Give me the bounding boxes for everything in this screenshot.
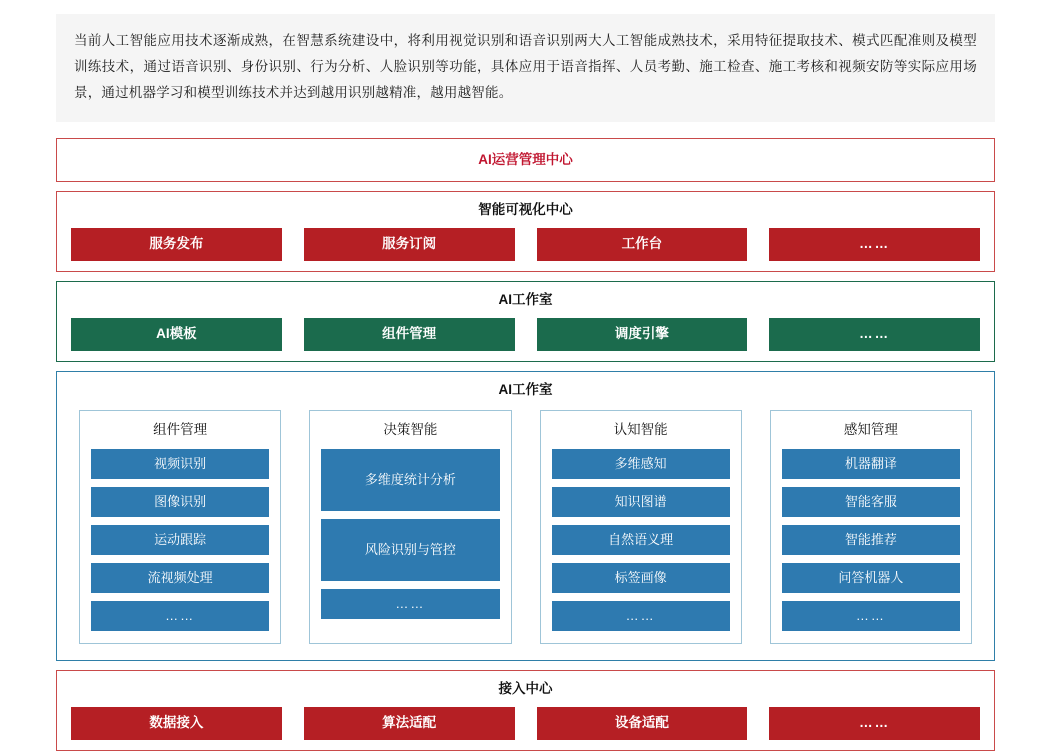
column-title-cognitive-intelligence: 认知智能	[613, 422, 668, 437]
cell-knowledge-graph[interactable]: 知识图谱	[552, 487, 730, 517]
chip-algorithm-adaptation[interactable]: 算法适配	[304, 707, 515, 740]
cell-more-cognitive-intelligence[interactable]: ……	[552, 601, 730, 631]
column-title-component-management: 组件管理	[153, 422, 208, 437]
cell-qa-robot[interactable]: 问答机器人	[782, 563, 960, 593]
section-ai-studio-detail	[56, 371, 995, 661]
section-title-access-center: 接入中心	[498, 681, 553, 696]
section-ai-studio-top	[56, 281, 995, 362]
section-title-intelligent-visualization-center: 智能可视化中心	[478, 202, 573, 217]
chip-service-subscribe[interactable]: 服务订阅	[304, 228, 515, 261]
cell-natural-language-semantics[interactable]: 自然语义理	[552, 525, 730, 555]
column-title-decision-intelligence: 决策智能	[383, 422, 438, 437]
chip-service-publish[interactable]: 服务发布	[71, 228, 282, 261]
section-title-ai-operation-center: AI运营管理中心	[478, 152, 573, 167]
chip-data-access[interactable]: 数据接入	[71, 707, 282, 740]
cell-intelligent-recommendation[interactable]: 智能推荐	[782, 525, 960, 555]
cell-more-component-management[interactable]: ……	[91, 601, 269, 631]
chip-more-ai-studio[interactable]: ……	[769, 318, 980, 351]
cell-motion-tracking[interactable]: 运动跟踪	[91, 525, 269, 555]
chip-row-ai-studio	[71, 318, 980, 351]
intro-paragraph-text: 当前人工智能应用技术逐渐成熟，在智慧系统建设中，将利用视觉识别和语音识别两大人工智能成熟技术，采用特征提取技术、模式匹配准则及模型训练技术，通过语音识别、身份识别、行为分析、人脸识别等功能，具体应用于语音指挥、人员考勤、施工检查、施工考核和视频安防等实际应用场景，通过机器学习和模型训练技术并达到越用识别越精准，越用越智能。	[74, 33, 977, 100]
cell-more-decision-intelligence[interactable]: ……	[321, 589, 499, 619]
chip-row-visualization	[71, 228, 980, 261]
chip-ai-template[interactable]: AI模板	[71, 318, 282, 351]
cell-image-recognition[interactable]: 图像识别	[91, 487, 269, 517]
section-ai-operation-center	[56, 138, 995, 182]
cell-machine-translation[interactable]: 机器翻译	[782, 449, 960, 479]
section-intelligent-visualization-center	[56, 191, 995, 272]
cell-intelligent-customer-service[interactable]: 智能客服	[782, 487, 960, 517]
cell-risk-identification-control[interactable]: 风险识别与管控	[321, 519, 499, 581]
cell-more-perception-management[interactable]: ……	[782, 601, 960, 631]
intro-paragraph-box	[56, 14, 995, 122]
chip-device-adaptation[interactable]: 设备适配	[537, 707, 748, 740]
chip-more-visualization[interactable]: ……	[769, 228, 980, 261]
chip-workbench[interactable]: 工作台	[537, 228, 748, 261]
chip-scheduling-engine[interactable]: 调度引擎	[537, 318, 748, 351]
chip-row-access-center	[71, 707, 980, 740]
cell-stream-video-processing[interactable]: 流视频处理	[91, 563, 269, 593]
chip-more-access-center[interactable]: ……	[769, 707, 980, 740]
column-cognitive-intelligence	[540, 410, 742, 644]
section-title-ai-studio-top: AI工作室	[498, 292, 553, 307]
column-component-management	[79, 410, 281, 644]
column-perception-management	[770, 410, 972, 644]
cell-multidimensional-perception[interactable]: 多维感知	[552, 449, 730, 479]
ai-studio-columns	[71, 408, 980, 650]
column-title-perception-management: 感知管理	[843, 422, 898, 437]
column-decision-intelligence	[309, 410, 511, 644]
chip-component-management[interactable]: 组件管理	[304, 318, 515, 351]
section-access-center	[56, 670, 995, 751]
cell-multidimensional-statistical-analysis[interactable]: 多维度统计分析	[321, 449, 499, 511]
cell-tag-profile[interactable]: 标签画像	[552, 563, 730, 593]
cell-video-recognition[interactable]: 视频识别	[91, 449, 269, 479]
section-title-ai-studio-detail: AI工作室	[498, 382, 553, 397]
